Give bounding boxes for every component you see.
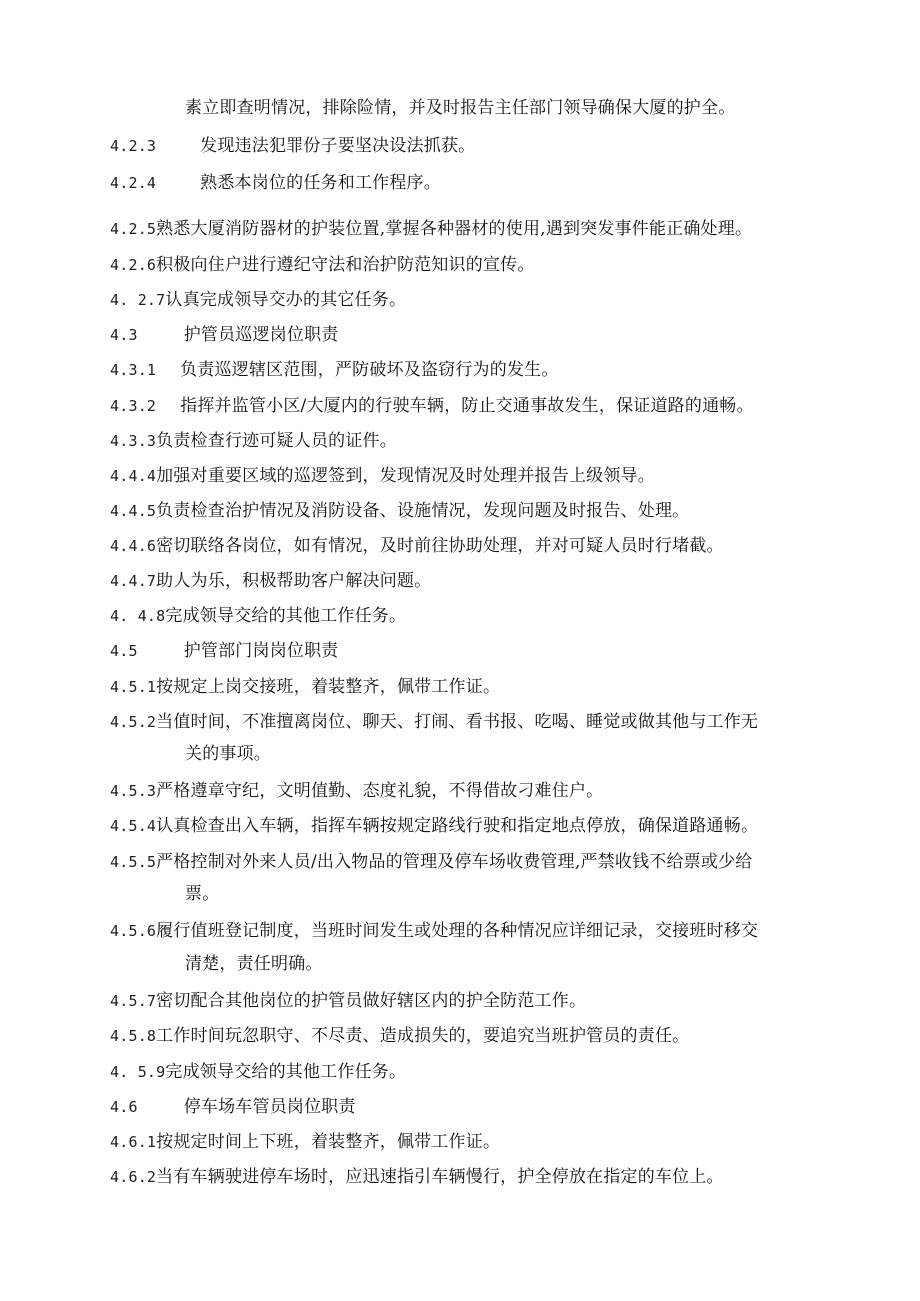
section-number: 4.5.2 — [110, 713, 157, 731]
line-text: 密切配合其他岗位的护管员做好辖区内的护全防范工作。 — [156, 991, 587, 1011]
section-number: 4. 5.9 — [110, 1063, 166, 1081]
paragraph-line — [110, 535, 824, 557]
line-text: 护管员巡逻岗位职责 — [183, 325, 339, 345]
section-number: 4.4.4 — [110, 467, 157, 485]
line-text: 认真检查出入车辆，指挥车辆按规定路线行驶和指定地点停放，确保道路通畅。 — [156, 816, 759, 836]
paragraph-line — [110, 920, 824, 942]
line-text: 素立即查明情况，排除险情，并及时报告主任部门领导确保大厦的护全。 — [185, 98, 736, 118]
section-number: 4.5.4 — [110, 817, 157, 835]
line-text: 按规定上岗交接班，着装整齐，佩带工作证。 — [156, 677, 501, 697]
paragraph-line — [110, 359, 824, 381]
section-number: 4.3.1 — [110, 361, 157, 379]
section-number: 4. 2.7 — [110, 291, 166, 309]
paragraph-line-continuation — [185, 883, 824, 905]
section-number: 4.5.7 — [110, 992, 157, 1010]
section-heading — [110, 324, 824, 346]
line-text: 负责检查行迹可疑人员的证件。 — [156, 431, 397, 451]
section-number: 4.5.6 — [110, 922, 157, 940]
line-text: 严格遵章守纪，文明值勤、态度礼貌，不得借故刁难住户。 — [156, 781, 604, 801]
paragraph-line — [110, 1061, 824, 1083]
line-text: 助人为乐，积极帮助客户解决问题。 — [156, 571, 432, 591]
line-text: 工作时间玩忽职守、不尽责、造成损失的，要追究当班护管员的责任。 — [156, 1026, 690, 1046]
paragraph-line-continuation — [185, 743, 824, 765]
section-number: 4.3.2 — [110, 397, 157, 415]
paragraph-line — [110, 605, 824, 627]
section-number: 4.2.3 — [110, 137, 157, 155]
line-text: 加强对重要区域的巡逻签到，发现情况及时处理并报告上级领导。 — [156, 466, 655, 486]
section-number: 4. 4.8 — [110, 607, 166, 625]
section-number: 4.5.5 — [110, 853, 157, 871]
paragraph-line — [185, 97, 824, 119]
section-number: 4.4.7 — [110, 572, 157, 590]
section-heading — [110, 640, 824, 662]
section-heading — [110, 1096, 824, 1118]
section-number: 4.3 — [110, 326, 138, 344]
line-text: 清楚，责任明确。 — [185, 954, 323, 974]
line-text: 指挥并监管小区/大厦内的行驶车辆，防止交通事故发生，保证道路的通畅。 — [180, 396, 754, 416]
line-text: 完成领导交给的其他工作任务。 — [165, 606, 407, 626]
paragraph-line — [110, 135, 824, 157]
paragraph-line — [110, 780, 824, 802]
paragraph-line — [110, 851, 824, 873]
line-text: 履行值班登记制度，当班时间发生或处理的各种情况应详细记录，交接班时移交 — [156, 921, 759, 941]
paragraph-line — [110, 1166, 824, 1188]
line-text: 按规定时间上下班，着装整齐，佩带工作证。 — [156, 1132, 501, 1152]
paragraph-line — [110, 254, 824, 276]
line-text: 发现违法犯罪份子要坚决设法抓获。 — [200, 136, 476, 156]
paragraph-line — [110, 815, 824, 837]
paragraph-line — [110, 430, 824, 452]
paragraph-line — [110, 465, 824, 487]
line-text: 熟悉大厦消防器材的护装位置,掌握各种器材的使用,遇到突发事件能正确处理。 — [156, 219, 753, 239]
section-number: 4.2.5 — [110, 220, 157, 238]
paragraph-line — [110, 500, 824, 522]
section-number: 4.4.6 — [110, 537, 157, 555]
line-text: 停车场车管员岗位职责 — [183, 1097, 356, 1117]
line-text: 认真完成领导交办的其它任务。 — [165, 290, 407, 310]
line-text: 负责检查治护情况及消防设备、设施情况，发现问题及时报告、处理。 — [156, 501, 690, 521]
paragraph-line — [110, 990, 824, 1012]
section-number: 4.6 — [110, 1098, 138, 1116]
paragraph-line — [110, 711, 824, 733]
section-number: 4.5.3 — [110, 782, 157, 800]
paragraph-line — [110, 289, 824, 311]
line-text: 积极向住户进行遵纪守法和治护防范知识的宣传。 — [156, 255, 535, 275]
section-number: 4.2.6 — [110, 256, 157, 274]
section-number: 4.6.1 — [110, 1133, 157, 1151]
line-text: 负责巡逻辖区范围，严防破坏及盗窃行为的发生。 — [180, 360, 559, 380]
paragraph-line — [110, 570, 824, 592]
paragraph-line — [110, 395, 824, 417]
line-text: 票。 — [185, 884, 220, 904]
paragraph-line-continuation — [185, 953, 824, 975]
line-text: 当有车辆驶进停车场时，应迅速指引车辆慢行，护全停放在指定的车位上。 — [156, 1167, 724, 1187]
paragraph-line — [110, 676, 824, 698]
paragraph-line — [110, 1131, 824, 1153]
section-number: 4.5.1 — [110, 678, 157, 696]
section-number: 4.3.3 — [110, 432, 157, 450]
section-number: 4.6.2 — [110, 1168, 157, 1186]
paragraph-line — [110, 218, 824, 240]
line-text: 密切联络各岗位，如有情况，及时前往协助处理，并对可疑人员时行堵截。 — [156, 536, 724, 556]
line-text: 关的事项。 — [185, 744, 271, 764]
line-text: 严格控制对外来人员/出入物品的管理及停车场收费管理,严禁收钱不给票或少给 — [156, 852, 753, 872]
line-text: 当值时间，不准擅离岗位、聊天、打闹、看书报、吃喝、睡觉或做其他与工作无 — [156, 712, 759, 732]
section-number: 4.5 — [110, 642, 138, 660]
section-number: 4.4.5 — [110, 502, 157, 520]
section-number: 4.5.8 — [110, 1027, 157, 1045]
line-text: 护管部门岗岗位职责 — [183, 641, 339, 661]
section-number: 4.2.4 — [110, 174, 157, 192]
line-text: 熟悉本岗位的任务和工作程序。 — [200, 173, 441, 193]
paragraph-line — [110, 1025, 824, 1047]
paragraph-line — [110, 172, 824, 194]
line-text: 完成领导交给的其他工作任务。 — [165, 1062, 407, 1082]
